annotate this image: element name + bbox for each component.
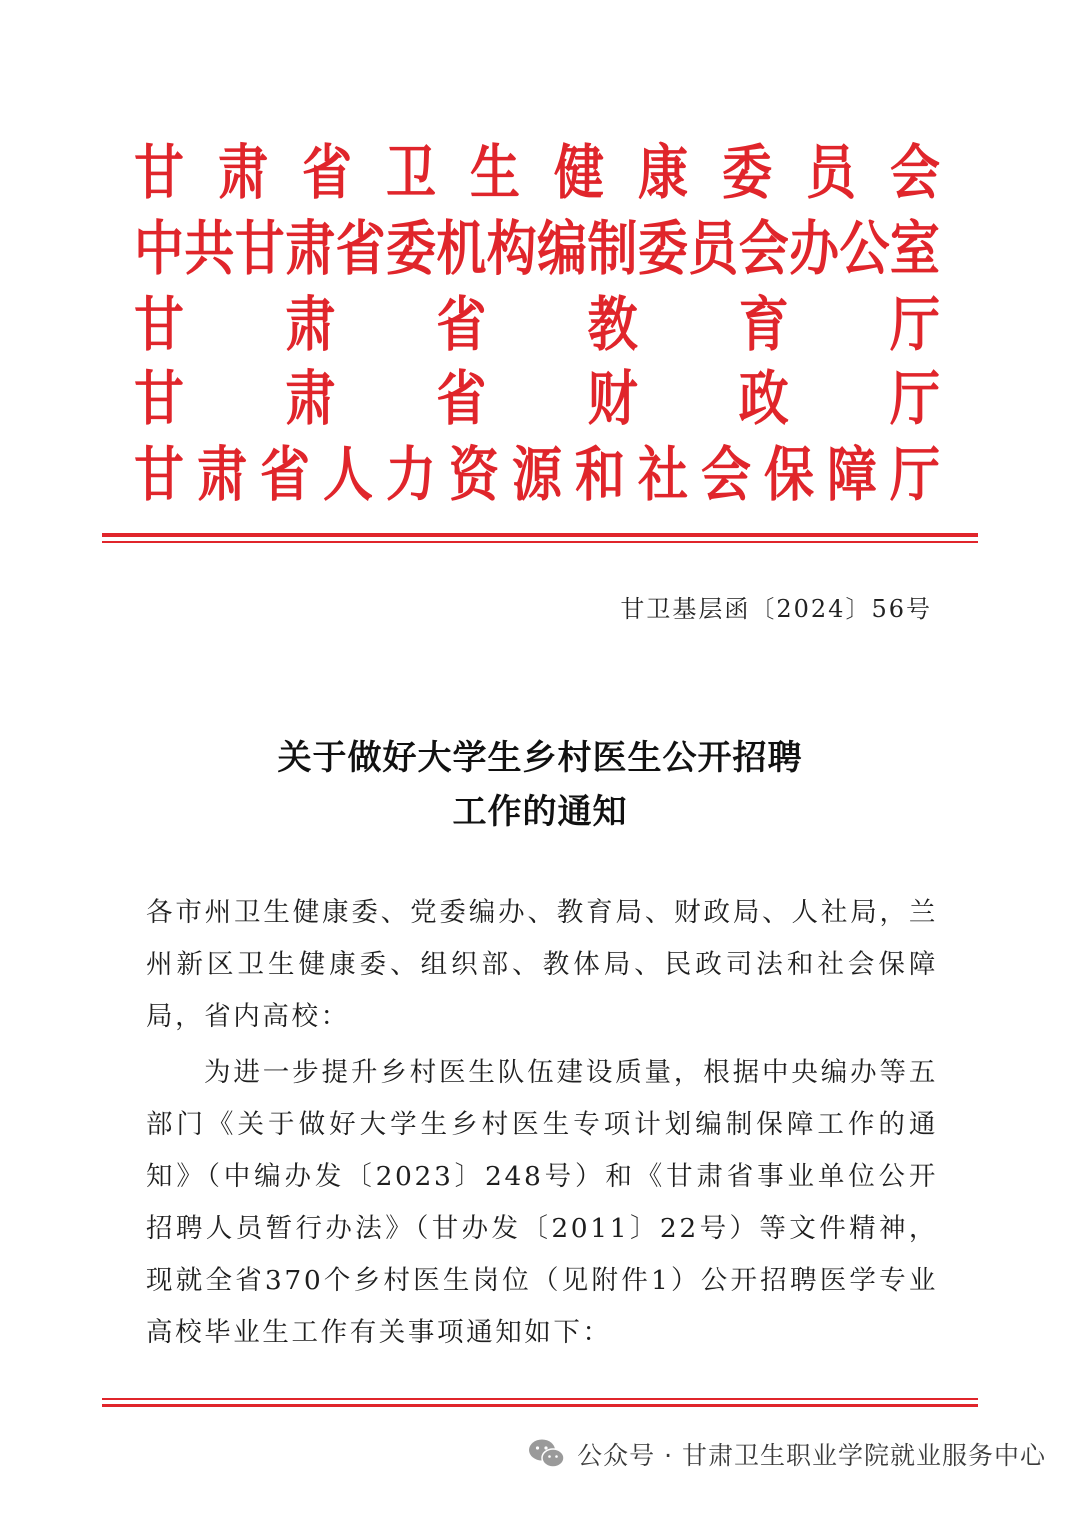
issuer-line-4	[134, 364, 940, 434]
issuer-char: 生	[470, 138, 520, 208]
recipients-paragraph: 各市州卫生健康委、党委编办、教育局、财政局、人社局，兰州新区卫生健康委、组织部、教体局、民政司法和社会保障局，省内高校：	[146, 897, 938, 1032]
watermark	[527, 1436, 1046, 1472]
issuer-char: 厅	[889, 290, 940, 360]
issuer-char: 公	[839, 214, 890, 284]
issuer-char: 会	[701, 440, 751, 510]
footer-rule-thin	[102, 1398, 978, 1400]
issuer-char: 障	[827, 440, 877, 510]
issuer-char: 甘	[234, 214, 285, 284]
issuer-char: 财	[587, 364, 638, 434]
issuer-char: 厅	[890, 440, 940, 510]
issuer-char: 保	[764, 440, 814, 510]
header-rule-thin	[102, 541, 978, 543]
issuer-char: 康	[638, 138, 688, 208]
issuer-char: 肃	[197, 440, 247, 510]
issuer-char: 机	[436, 214, 487, 284]
issuer-char: 甘	[134, 290, 184, 360]
issuer-char: 委	[385, 214, 436, 284]
issuer-char: 构	[486, 214, 537, 284]
issuer-char: 会	[738, 214, 789, 284]
issuer-char: 省	[302, 138, 352, 208]
issuer-char: 委	[637, 214, 688, 284]
issuer-char: 省	[436, 290, 487, 360]
issuer-char: 员	[688, 214, 739, 284]
document-title-line-2: 工作的通知	[452, 792, 628, 832]
issuer-char: 肃	[285, 290, 336, 360]
footer-rule-thick	[102, 1404, 978, 1407]
issuer-char: 甘	[134, 138, 184, 208]
issuer-char: 肃	[285, 364, 336, 434]
issuer-char: 共	[184, 214, 235, 284]
header-rule-thick	[102, 533, 978, 537]
wechat-icon	[527, 1437, 567, 1471]
body-paragraph: 为进一步提升乡村医生队伍建设质量，根据中央编办等五部门《关于做好大学生乡村医生专项计划编制保障工作的通知》（中编办发〔2023〕248号）和《甘肃省事业单位公开招聘人员暂行办法》（甘办发〔2011〕22号）等文件精神，现就全省370个乡村医生岗位（见附件1）公开招聘医学专业高校毕业生工作有关事项通知如下：	[146, 1057, 938, 1348]
issuer-char: 省	[335, 214, 386, 284]
issuer-char: 甘	[134, 440, 184, 510]
issuer-char: 办	[789, 214, 840, 284]
issuer-char: 肃	[285, 214, 336, 284]
issuer-char: 编	[537, 214, 588, 284]
issuer-char: 甘	[134, 364, 184, 434]
issuer-char: 源	[512, 440, 562, 510]
issuer-char: 力	[386, 440, 436, 510]
issuer-char: 人	[323, 440, 373, 510]
watermark-text: 公众号 · 甘肃卫生职业学院就业服务中心	[577, 1441, 1046, 1470]
issuer-line-2	[134, 214, 940, 284]
issuer-char: 室	[889, 214, 940, 284]
issuer-char: 员	[806, 138, 856, 208]
issuer-char: 健	[554, 138, 604, 208]
issuer-char: 社	[638, 440, 688, 510]
issuer-line-1	[134, 138, 940, 208]
document-title-line-1: 关于做好大学生乡村医生公开招聘	[277, 738, 803, 778]
issuer-char: 省	[260, 440, 310, 510]
issuer-char: 肃	[218, 138, 268, 208]
issuer-line-5	[134, 440, 940, 510]
issuer-char: 卫	[386, 138, 436, 208]
issuer-char: 教	[587, 290, 638, 360]
issuer-char: 省	[436, 364, 487, 434]
issuer-char: 中	[134, 214, 184, 284]
document-number: 甘卫基层函〔2024〕56号	[620, 595, 932, 623]
issuer-char: 制	[587, 214, 638, 284]
issuer-char: 委	[722, 138, 772, 208]
issuer-line-3	[134, 290, 940, 360]
issuer-char: 育	[738, 290, 789, 360]
issuer-char: 资	[449, 440, 499, 510]
issuer-char: 会	[890, 138, 940, 208]
issuer-char: 厅	[889, 364, 940, 434]
issuer-char: 政	[738, 364, 789, 434]
issuer-char: 和	[575, 440, 625, 510]
